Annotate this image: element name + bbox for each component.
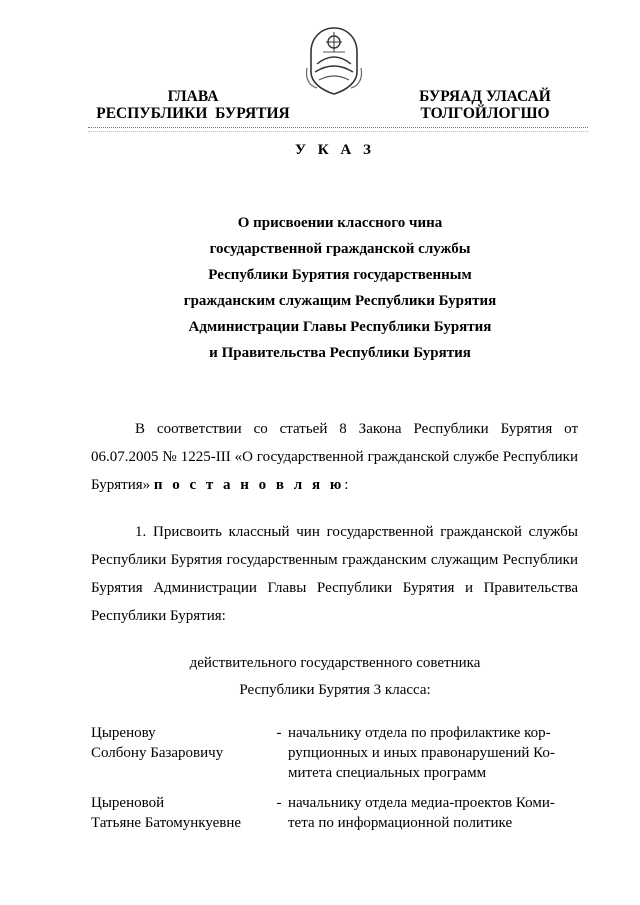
header-right-line2: ТОЛГОЙЛОГШО — [420, 105, 550, 122]
position-line: начальнику отдела медиа-проектов Коми- — [288, 795, 555, 811]
header-left-line2: РЕСПУБЛИКИ БУРЯТИЯ — [96, 105, 290, 122]
person-position — [288, 723, 574, 783]
rank-line1: действительного государственного советника — [189, 655, 481, 671]
title-line: и Правительства Республики Бурятия — [209, 345, 471, 361]
person-given-name: Татьяне Батомункуевне — [91, 815, 242, 831]
preamble-paragraph — [91, 415, 578, 499]
position-line: тета по информационной политике — [288, 815, 513, 831]
header-left-title — [68, 88, 318, 122]
header-left-line1: ГЛАВА — [167, 88, 219, 105]
header-right-line1: БУРЯАД УЛАСАЙ — [419, 88, 551, 105]
title-line: Республики Бурятия государственным — [208, 267, 472, 283]
header-right-title — [385, 88, 585, 122]
title-line: О присвоении классного чина — [237, 215, 443, 231]
header-divider — [88, 127, 588, 128]
decree-keyword: п о с т а н о в л я ю — [153, 477, 345, 493]
position-line: начальнику отдела по профилактике кор- — [288, 725, 551, 741]
position-line: рупционных и иных правонарушений Ко- — [288, 745, 555, 761]
decree-label: У К А З — [295, 142, 375, 158]
person-name — [91, 723, 271, 763]
title-line: гражданским служащим Республики Бурятия — [183, 293, 497, 309]
person-position — [288, 793, 574, 833]
rank-line2: Республики Бурятия 3 класса: — [239, 682, 431, 698]
title-line: Администрации Главы Республики Бурятия — [188, 319, 492, 335]
person-dash: - — [276, 725, 282, 741]
person-dash: - — [276, 795, 282, 811]
title-line: государственной гражданской службы — [209, 241, 471, 257]
clause-1-paragraph: 1. Присвоить классный чин государственной гражданской службы Республики Бурятия государственным гражданским служащим Республики Бурятия Администрации Главы Республики Бурятия и Правительства Республики Бурятия: — [91, 524, 578, 624]
person-surname: Цыреновой — [91, 795, 165, 811]
person-name — [91, 793, 271, 833]
person-given-name: Солбону Базаровичу — [91, 745, 224, 761]
coat-of-arms-emblem-icon — [303, 24, 365, 96]
position-line: митета специальных программ — [288, 765, 487, 781]
decree-title — [130, 210, 550, 366]
rank-heading — [120, 650, 550, 704]
person-surname: Цыренову — [91, 725, 156, 741]
header-divider-secondary — [88, 131, 588, 132]
preamble-text: В соответствии со статьей 8 Закона Республики Бурятия от 06.07.2005 № 1225-III «О государственной гражданской службе Республики Бурятия» — [91, 421, 578, 493]
preamble-ending: : — [344, 477, 349, 493]
